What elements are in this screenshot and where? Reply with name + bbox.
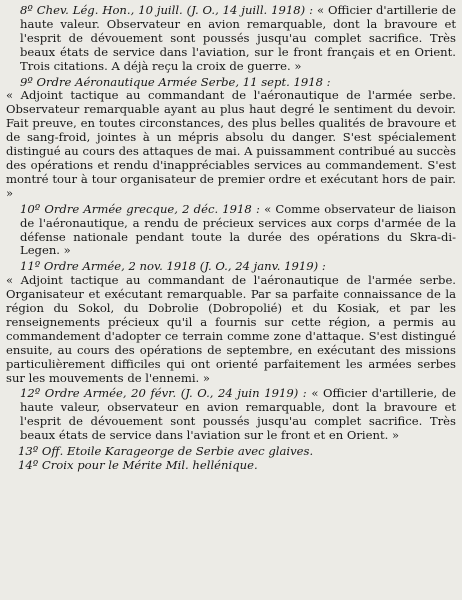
citation-10-text: « Comme observateur de liaison de l'aéronautique, a rendu de précieux services aux corps d'armée de la défense nationale pendant toute la durée des opérations du Skra-di-Legen. »	[20, 201, 456, 258]
citation-11	[6, 260, 456, 385]
citation-9	[6, 76, 456, 201]
citation-12	[6, 387, 456, 443]
citation-8	[6, 4, 456, 74]
citation-8-body	[6, 4, 456, 74]
citation-10	[6, 203, 456, 259]
citation-8-heading: 8º Chev. Lég. Hon., 10 juill. (J. O., 14 juill. 1918) :	[20, 3, 314, 17]
citation-11-heading: 11º Ordre Armée, 2 nov. 1918 (J. O., 24 janv. 1919) :	[20, 259, 326, 274]
citation-9-text: « Adjoint tactique au commandant de l'aéronautique de l'armée serbe. Observateur remarquable ayant au plus haut degré le sentiment du devoir. Fait preuve, en toutes circonstances, des plus belles qualités de bravoure et de sang-froid, jointes à un mépris absolu du danger. S'est spécialement distingué au cours des attaques de mai. A puissamment contribué au succès des opérations et rendu d'inappréciables services au commandement. S'est montré tour à tour organisateur de premier ordre et exécutant hors de pair. »	[6, 88, 456, 200]
decoration-13: 13º Off. Etoile Karageorge de Serbie avec glaives.	[18, 444, 314, 459]
closing-decorations	[6, 445, 456, 473]
citation-12-body	[6, 387, 456, 443]
decoration-14: 14º Croix pour le Mérite Mil. hellénique.	[18, 458, 258, 472]
citation-10-body	[6, 203, 456, 259]
citation-12-text: « Officier d'artillerie, de haute valeur, observateur en avion remarquable, dont la bravoure et l'esprit de dévouement sont poussés jusqu'au complet sacrifice. Très beaux états de service dans l'aviation sur le front et en Orient. »	[20, 386, 456, 443]
citation-12-heading: 12º Ordre Armée, 20 févr. (J. O., 24 juin 1919) :	[20, 386, 307, 401]
citation-11-text: « Adjoint tactique au commandant de l'aéronautique de l'armée serbe. Organisateur et exécutant remarquable. Par sa parfaite connaissance de la région du Sokol, du Dobrolie (Dobropolié) et du Kosiak, et par les renseignements précieux qu'il a fournis sur cette région, a permis au commandement d'adopter ce terrain comme zone d'attaque. S'est distingué ensuite, au cours des opérations de septembre, en exécutant des missions particulièrement difficiles qui ont orienté parfaitement les armées serbes sur les mouvements de l'ennemi. »	[6, 273, 456, 385]
citation-9-heading: 9º Ordre Aéronautique Armée Serbe, 11 sept. 1918 :	[20, 74, 331, 89]
citation-10-heading: 10º Ordre Armée grecque, 2 déc. 1918 :	[20, 201, 260, 216]
citation-8-text: « Officier d'artillerie de haute valeur. Observateur en avion remarquable, dont la bravoure et l'esprit de dévouement sont poussés jusqu'au complet sacrifice. Très beaux états de service dans l'aviation, sur le front français et en Orient. Trois citations. A déjà reçu la croix de guerre. »	[20, 3, 457, 73]
